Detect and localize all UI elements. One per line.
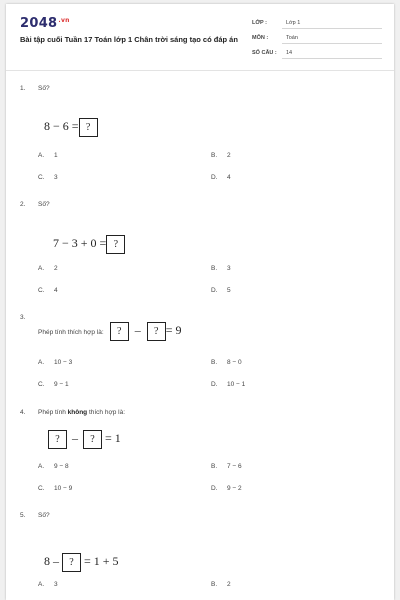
option-value: 9 − 2 — [227, 485, 242, 492]
expression-operator: – — [134, 323, 141, 337]
meta-class-label: LỚP : — [252, 20, 267, 26]
option-value: 10 − 9 — [54, 485, 73, 492]
option-b[interactable] — [211, 359, 242, 366]
question-text: Số? — [38, 85, 50, 92]
option-value: 3 — [54, 174, 58, 181]
answer-box[interactable]: ? — [79, 118, 98, 137]
option-value: 8 − 0 — [227, 359, 242, 366]
option-value: 2 — [54, 265, 58, 272]
expression-operator: – — [72, 431, 78, 445]
option-value: 3 — [54, 581, 58, 588]
header-divider — [6, 70, 394, 71]
text-part: thích hợp là: — [87, 409, 126, 416]
logo-text: 2048 — [20, 16, 58, 31]
question-text: Phép tính thích hợp là: — [38, 329, 104, 336]
meta-subject-label: MÔN : — [252, 35, 269, 41]
option-value: 9 − 8 — [54, 463, 69, 470]
question-number: 5. — [20, 512, 26, 519]
question-text — [38, 409, 125, 416]
math-expression — [53, 234, 125, 254]
option-key: D. — [211, 174, 218, 181]
expression-left: 7 − 3 + 0 = — [53, 236, 107, 250]
option-key: C. — [38, 381, 45, 388]
option-key: B. — [211, 463, 218, 470]
option-key: B. — [211, 359, 218, 366]
question-number: 1. — [20, 85, 26, 92]
option-value: 4 — [54, 287, 58, 294]
option-key: B. — [211, 265, 218, 272]
option-value: 1 — [54, 152, 58, 159]
option-d[interactable] — [211, 287, 231, 294]
option-key: B. — [211, 152, 218, 159]
option-a[interactable] — [38, 359, 72, 366]
expression-left: 8 − 6 = — [44, 119, 79, 133]
option-d[interactable] — [211, 174, 231, 181]
question-number: 4. — [20, 409, 26, 416]
question-number: 2. — [20, 201, 26, 208]
option-a[interactable] — [38, 265, 58, 272]
meta-underline — [282, 28, 382, 29]
option-c[interactable] — [38, 287, 58, 294]
option-key: A. — [38, 581, 45, 588]
expression-right: = 1 + 5 — [84, 554, 119, 568]
question-number: 3. — [20, 314, 26, 321]
meta-underline — [282, 43, 382, 44]
option-value: 5 — [227, 287, 231, 294]
meta-subject-value: Toán — [286, 35, 298, 41]
option-value: 10 − 3 — [54, 359, 73, 366]
meta-class-value: Lớp 1 — [286, 20, 301, 26]
meta-count-value: 14 — [286, 50, 293, 56]
option-key: D. — [211, 381, 218, 388]
math-expression — [38, 321, 181, 342]
option-value: 2 — [227, 581, 231, 588]
expression-left: 8 – — [44, 554, 59, 568]
site-logo[interactable] — [20, 16, 70, 31]
option-value: 7 − 6 — [227, 463, 242, 470]
logo-suffix: .vn — [58, 16, 70, 24]
worksheet-page — [6, 4, 394, 600]
option-key: A. — [38, 152, 45, 159]
option-b[interactable] — [211, 463, 242, 470]
option-c[interactable] — [38, 381, 69, 388]
meta-underline — [282, 58, 382, 59]
option-value: 2 — [227, 152, 231, 159]
text-part: Phép tính — [38, 409, 68, 416]
answer-box[interactable]: ? — [62, 553, 81, 572]
option-key: C. — [38, 174, 45, 181]
option-a[interactable] — [38, 152, 58, 159]
option-key: D. — [211, 485, 218, 492]
document-title: Bài tập cuối Tuần 17 Toán lớp 1 Chân trời sáng tạo có đáp án — [20, 35, 238, 44]
option-b[interactable] — [211, 581, 231, 588]
expression-right: = 9 — [165, 323, 182, 337]
option-b[interactable] — [211, 265, 231, 272]
option-value: 4 — [227, 174, 231, 181]
question-text: Số? — [38, 201, 50, 208]
option-key: B. — [211, 581, 218, 588]
option-value: 10 − 1 — [227, 381, 246, 388]
math-expression — [48, 429, 121, 449]
meta-count-label: SỐ CÂU : — [252, 50, 277, 56]
option-b[interactable] — [211, 152, 231, 159]
option-key: A. — [38, 265, 45, 272]
option-a[interactable] — [38, 581, 58, 588]
question-text: Số? — [38, 512, 50, 519]
answer-box[interactable]: ? — [106, 235, 125, 254]
answer-box[interactable]: ? — [48, 430, 67, 449]
text-emphasis: không — [67, 409, 88, 416]
worksheet-header — [6, 4, 394, 70]
answer-box[interactable]: ? — [83, 430, 102, 449]
option-c[interactable] — [38, 485, 72, 492]
math-expression — [44, 552, 119, 572]
option-value: 3 — [227, 265, 231, 272]
option-d[interactable] — [211, 381, 245, 388]
answer-box[interactable]: ? — [147, 322, 166, 341]
option-d[interactable] — [211, 485, 242, 492]
option-key: A. — [38, 359, 45, 366]
option-value: 9 − 1 — [54, 381, 69, 388]
expression-right: = 1 — [105, 431, 121, 445]
math-expression — [44, 117, 98, 137]
option-a[interactable] — [38, 463, 69, 470]
option-c[interactable] — [38, 174, 58, 181]
option-key: C. — [38, 287, 45, 294]
option-key: A. — [38, 463, 45, 470]
answer-box[interactable]: ? — [110, 322, 129, 341]
option-key: D. — [211, 287, 218, 294]
option-key: C. — [38, 485, 45, 492]
